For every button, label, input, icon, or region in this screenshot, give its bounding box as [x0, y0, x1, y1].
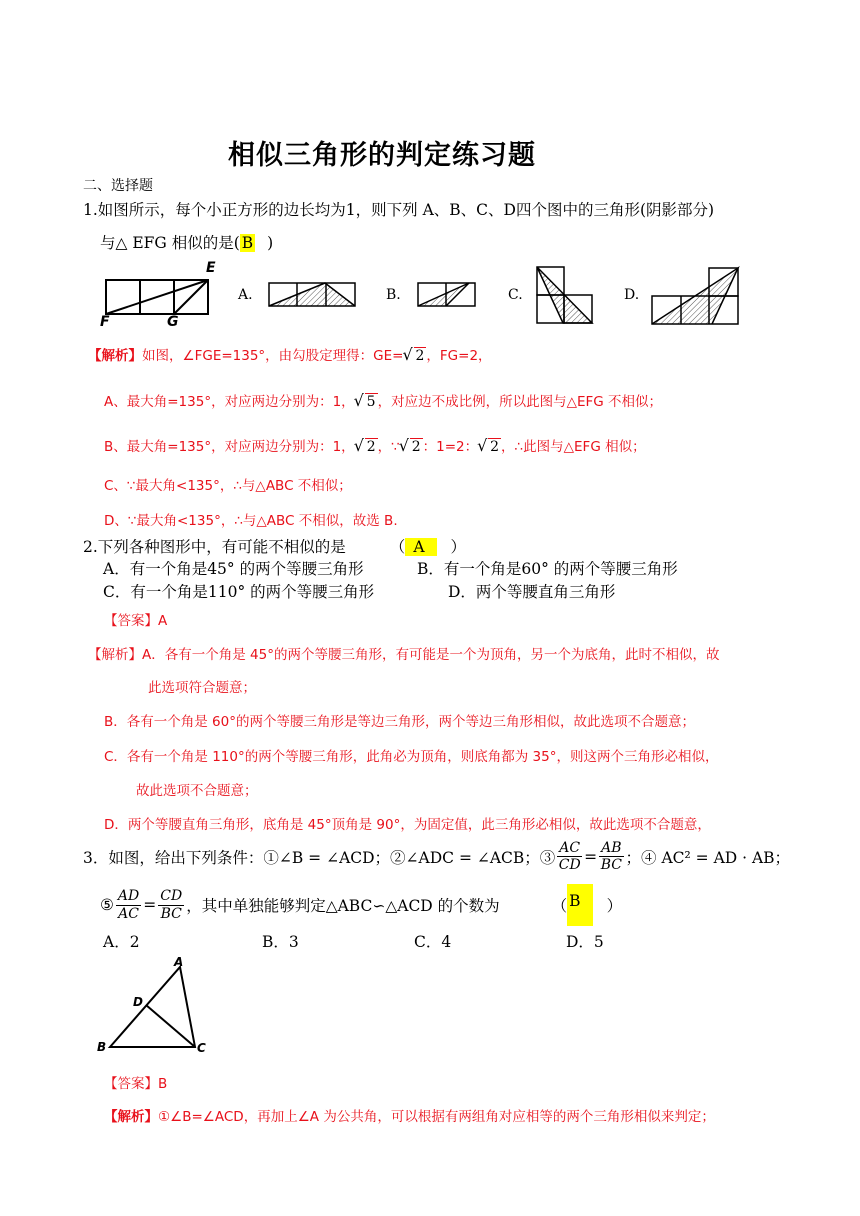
q2-exp-d: D．两个等腰直角三角形，底角是 45°顶角是 90°，为固定值，此三角形必相似，故此选项不合题意，: [104, 817, 711, 833]
label-c: C: [197, 1041, 206, 1055]
section-heading: 二、选择题: [83, 178, 153, 194]
q2-exp-b: B．各有一个角是 60°的两个等腰三角形是等边三角形，两个等边三角形相似，故此选项不合题意；: [104, 714, 695, 730]
option-d-label: D.: [624, 287, 640, 303]
q1-analysis-d: D、∵最大角<135°，∴与△ABC 不相似，故选 B.: [104, 513, 398, 529]
q2-answer-line: 【答案】A: [104, 613, 168, 629]
label-g: G: [167, 314, 179, 330]
option-b-label: B.: [386, 287, 401, 303]
sqrt-2: √ 2: [414, 347, 427, 364]
q2-exp-c: C．各有一个角是 110°的两个等腰三角形，此角必为顶角，则底角都为 35°，则这两个三角形必相似，: [104, 749, 719, 765]
page-title: 相似三角形的判定练习题: [228, 140, 536, 171]
q1-stem-close: ): [267, 234, 274, 252]
q1-analysis-b: B、最大角=135°，对应两边分别为：1，√ 2 ，∵√ 2 ：1=2：√ 2 ，∴此图与△EFG 相似；: [104, 435, 646, 455]
option-c-label: C.: [508, 287, 523, 303]
q2-exp-c2: 故此选项不合题意；: [136, 783, 258, 799]
q3-option-c: C．4: [414, 933, 452, 951]
q3-option-a: A．2: [103, 933, 140, 951]
q3-answer-line: 【答案】B: [104, 1076, 168, 1092]
q3-exp-1: 【解析】①∠B=∠ACD，再加上∠A 为公共角，可以根据有两组角对应相等的两个三角形相似来判定；: [104, 1109, 715, 1125]
q3-stem-line1: 3．如图，给出下列条件：①∠B = ∠ACD；②∠ADC = ∠ACB；③ $\frac{AC}{CD}$ = $\frac{AB}{BC}$ ；④ AC² = AD · AB；: [83, 840, 791, 874]
q1-analysis-line: 【解析】如图，∠FGE=135°，由勾股定理得：GE=√ 2 ，FG=2，: [88, 344, 492, 364]
frac-ad-ac: $\frac{AD}{AC}$: [117, 888, 140, 922]
q3-stem-line2: ⑤ $\frac{AD}{AC}$ = $\frac{CD}{BC}$ ，其中单独能够判定△ABC∽△ACD 的个数为 （ B ）: [100, 884, 622, 926]
q2-answer-highlight: A: [405, 538, 436, 556]
q2-option-b: B．有一个角是60° 的两个等腰三角形: [417, 560, 678, 578]
q3-option-d: D．5: [566, 933, 604, 951]
q2-option-c: C．有一个角是110° 的两个等腰三角形: [103, 583, 375, 601]
label-d: D: [133, 995, 143, 1009]
q1-analysis-c: C、∵最大角<135°，∴与△ABC 不相似；: [104, 478, 352, 494]
option-a-label: A.: [238, 287, 253, 303]
frac-cd-bc: $\frac{CD}{BC}$: [160, 888, 183, 922]
q1-answer-highlight: B: [241, 234, 254, 252]
frac-ab-bc: $\frac{AB}{BC}$: [600, 840, 622, 874]
q2-exp-a: 【解析】A．各有一个角是 45°的两个等腰三角形，有可能是一个为顶角，另一个为底角，此时不相似，故: [88, 647, 720, 663]
q1-stem-line1: 1.如图所示，每个小正方形的边长均为1，则下列 A、B、C、D四个图中的三角形(阴影部分): [83, 201, 715, 219]
frac-ac-cd: $\frac{AC}{CD}$: [558, 840, 581, 874]
sqrt-5: √ 5: [365, 393, 378, 410]
q1-stem-text: 与△ EFG 相似的是(: [100, 234, 240, 252]
q3-option-b: B．3: [262, 933, 299, 951]
label-b: B: [97, 1040, 107, 1054]
q2-option-a: A．有一个角是45° 的两个等腰三角形: [103, 560, 364, 578]
q2-stem: 2.下列各种图形中，有可能不相似的是 （ A ）: [83, 538, 467, 556]
q2-option-d: D．两个等腰直角三角形: [448, 583, 616, 601]
label-e: E: [206, 260, 216, 276]
label-a: A: [174, 955, 184, 969]
q2-exp-a2: 此选项符合题意；: [148, 680, 256, 696]
q1-analysis-a: A、最大角=135°，对应两边分别为：1，√ 5 ，对应边不成比例，所以此图与△EFG 不相似；: [104, 390, 662, 410]
q3-answer-highlight: B: [567, 884, 592, 926]
label-f: F: [100, 314, 110, 330]
